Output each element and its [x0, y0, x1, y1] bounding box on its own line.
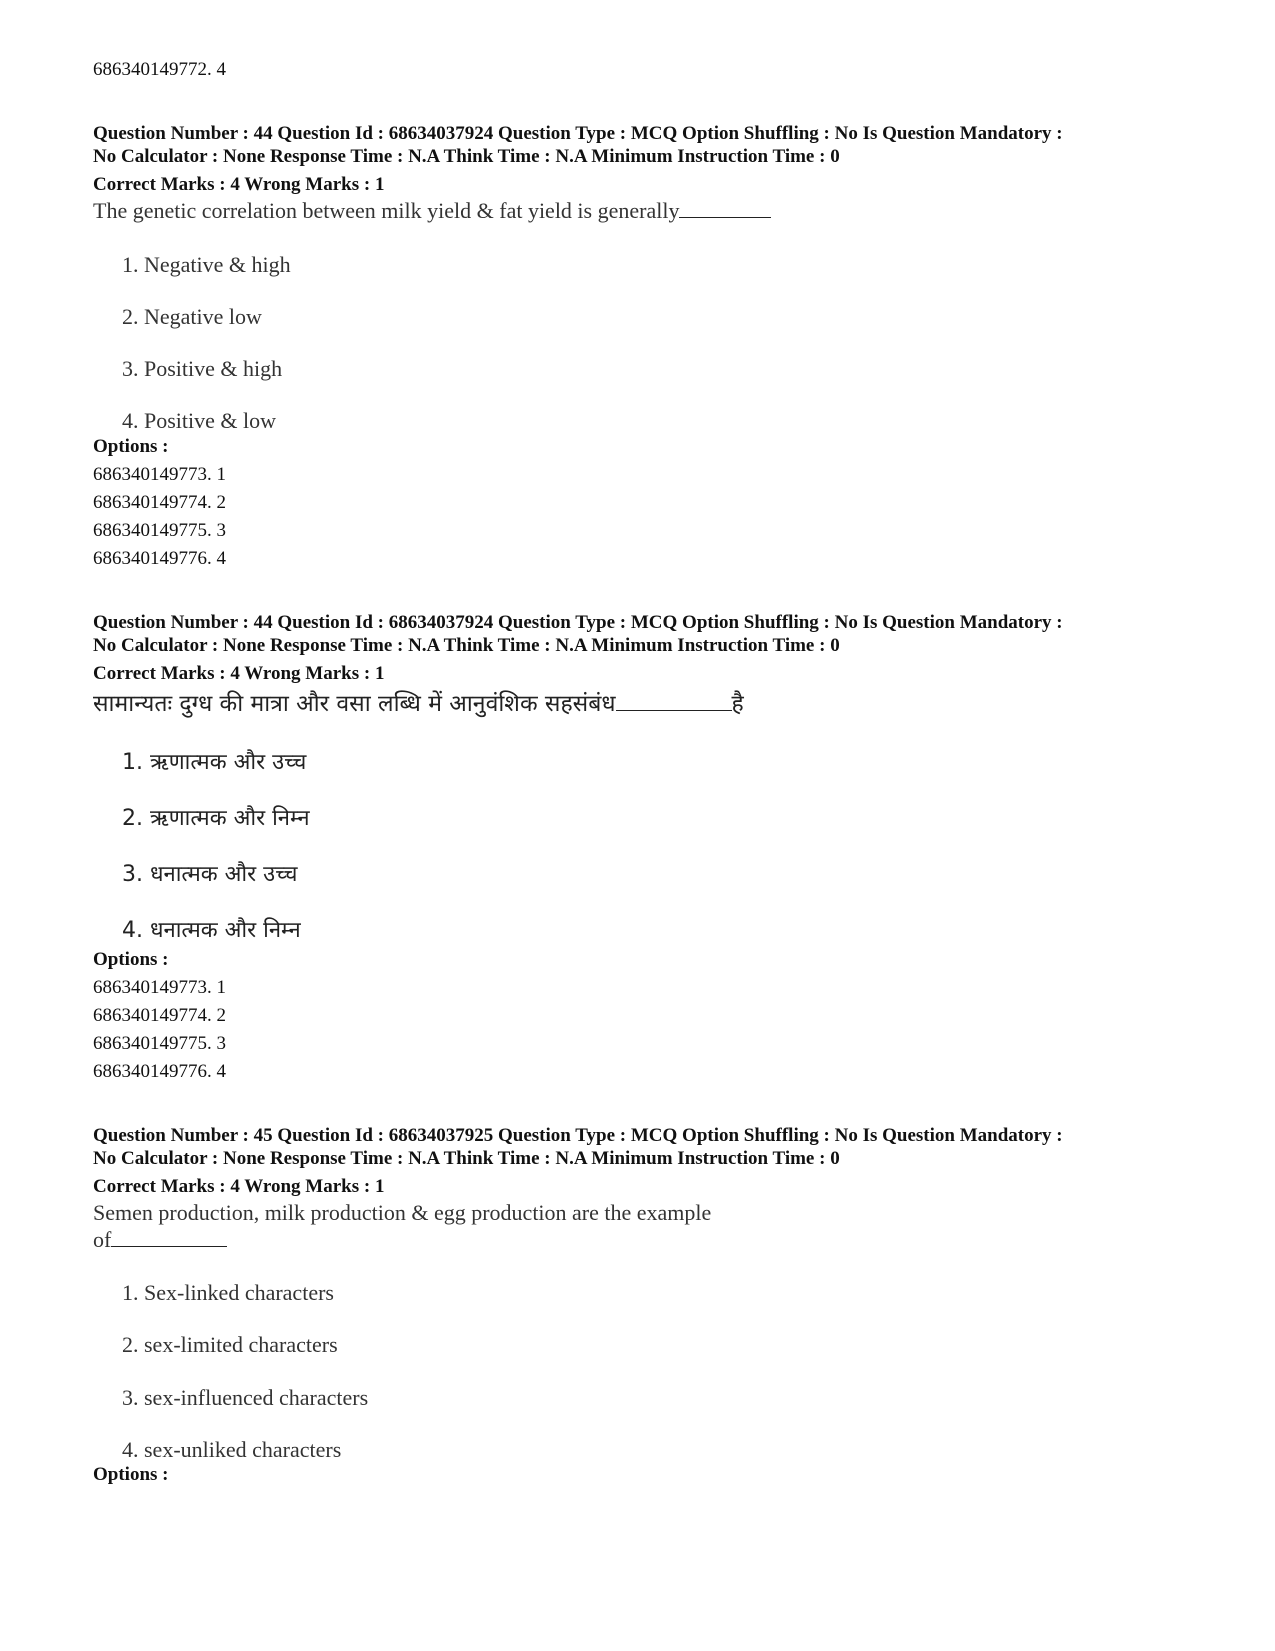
question-text-content: The genetic correlation between milk yield & fat yield is generally: [93, 198, 680, 223]
option-id-1: 686340149773. 1: [93, 464, 226, 485]
question-text: [93, 199, 771, 223]
option-id-4: 686340149776. 4: [93, 1061, 226, 1082]
option-id-3: 686340149775. 3: [93, 520, 226, 541]
choice-1: 1. Sex-linked characters: [122, 1280, 334, 1305]
question-text: [93, 692, 744, 716]
option-id-4: 686340149776. 4: [93, 548, 226, 569]
options-label: Options :: [93, 1464, 169, 1485]
question-text: Semen production, milk production & egg production are the example: [93, 1200, 712, 1225]
answer-blank: [616, 692, 732, 711]
choice-3: 3. sex-influenced characters: [122, 1385, 369, 1410]
question-meta-line-2: No Calculator : None Response Time : N.A Think Time : N.A Minimum Instruction Time : 0: [93, 635, 840, 656]
option-id-3: 686340149775. 3: [93, 1033, 226, 1054]
marks-line: Correct Marks : 4 Wrong Marks : 1: [93, 663, 385, 684]
choice-1: 1. ऋणात्मक और उच्च: [122, 750, 307, 775]
options-label: Options :: [93, 436, 169, 457]
question-meta-line-1: Question Number : 45 Question Id : 68634037925 Question Type : MCQ Option Shuffling : No Is Question Mandatory :: [93, 1125, 1063, 1146]
choice-2: 2. ऋणात्मक और निम्न: [122, 806, 310, 831]
question-meta-line-1: Question Number : 44 Question Id : 68634037924 Question Type : MCQ Option Shuffling : No Is Question Mandatory :: [93, 612, 1063, 633]
question-meta-line-2: No Calculator : None Response Time : N.A Think Time : N.A Minimum Instruction Time : 0: [93, 1148, 840, 1169]
choice-4: 4. धनात्मक और निम्न: [122, 918, 301, 943]
question-meta-line-2: No Calculator : None Response Time : N.A Think Time : N.A Minimum Instruction Time : 0: [93, 146, 840, 167]
answer-blank: [679, 199, 771, 218]
choice-4: 4. sex-unliked characters: [122, 1437, 342, 1462]
choice-3: 3. Positive & high: [122, 356, 283, 381]
question-text-content: of: [93, 1227, 112, 1252]
option-id-2: 686340149774. 2: [93, 492, 226, 513]
question-suffix: है: [731, 691, 744, 717]
answer-blank: [111, 1228, 227, 1247]
choice-3: 3. धनात्मक और उच्च: [122, 862, 298, 887]
options-label: Options :: [93, 949, 169, 970]
choice-2: 2. Negative low: [122, 304, 262, 329]
choice-2: 2. sex-limited characters: [122, 1332, 338, 1357]
marks-line: Correct Marks : 4 Wrong Marks : 1: [93, 1176, 385, 1197]
option-line: 686340149772. 4: [93, 59, 226, 80]
option-id-2: 686340149774. 2: [93, 1005, 226, 1026]
option-id-1: 686340149773. 1: [93, 977, 226, 998]
question-meta-line-1: Question Number : 44 Question Id : 68634037924 Question Type : MCQ Option Shuffling : No Is Question Mandatory :: [93, 123, 1063, 144]
choice-4: 4. Positive & low: [122, 408, 277, 433]
question-text-line-2: [93, 1228, 227, 1252]
question-text-content: सामान्यतः दुग्ध की मात्रा और वसा लब्धि में आनुवंशिक सहसंबंध: [93, 691, 616, 717]
choice-1: 1. Negative & high: [122, 252, 291, 277]
marks-line: Correct Marks : 4 Wrong Marks : 1: [93, 174, 385, 195]
